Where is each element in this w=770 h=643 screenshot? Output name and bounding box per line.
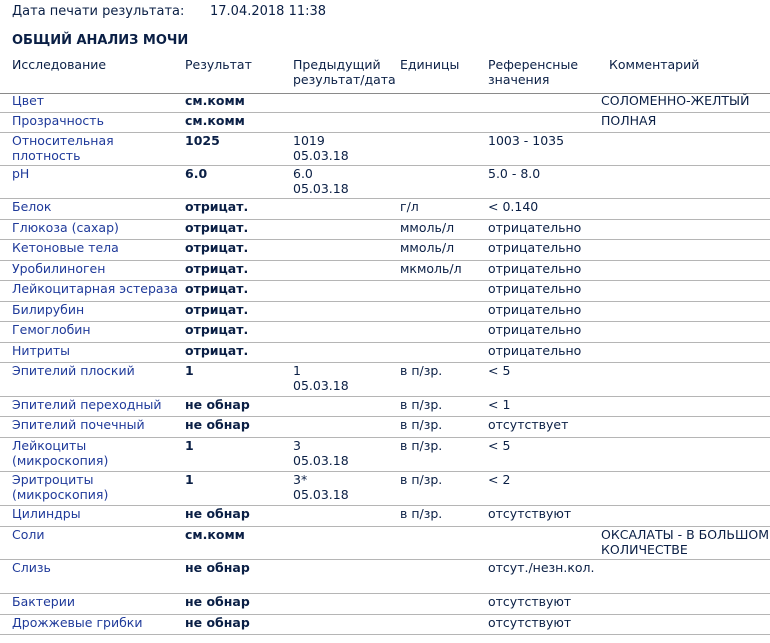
header-reference-line2: значения: [488, 72, 550, 87]
header-previous-line2: результат/дата: [293, 72, 396, 87]
reference-range: отсутствуют: [488, 506, 572, 521]
reference-range: < 1: [488, 397, 511, 412]
reference-range: 1003 - 1035: [488, 133, 565, 148]
table-row: [0, 113, 770, 133]
table-row: [0, 261, 770, 281]
test-units: в п/зр.: [400, 506, 443, 521]
test-units: г/л: [400, 199, 419, 214]
reference-range: отсут./незн.кол.: [488, 560, 595, 575]
previous-date: 05.03.18: [293, 487, 349, 502]
test-result: отрицат.: [185, 240, 249, 255]
test-result: 1: [185, 472, 194, 487]
table-row: [0, 472, 770, 506]
reference-range: отрицательно: [488, 261, 582, 276]
reference-range: < 5: [488, 438, 511, 453]
previous-result: [293, 133, 349, 163]
test-units: в п/зр.: [400, 397, 443, 412]
test-result: не обнар: [185, 560, 250, 575]
test-name: Относительная плотность: [12, 133, 114, 163]
test-result: отрицат.: [185, 322, 249, 337]
reference-range: отрицательно: [488, 322, 582, 337]
test-result: не обнар: [185, 506, 250, 521]
reference-range: отрицательно: [488, 220, 582, 235]
test-name: Нитриты: [12, 343, 71, 358]
test-comment: ПОЛНАЯ: [601, 113, 657, 128]
header-units: Единицы: [400, 57, 460, 72]
test-result: отрицат.: [185, 343, 249, 358]
test-result: не обнар: [185, 594, 250, 609]
reference-range: отрицательно: [488, 343, 582, 358]
test-result: не обнар: [185, 417, 250, 432]
reference-range: отсутствуют: [488, 594, 572, 609]
previous-result: [293, 472, 349, 502]
previous-value: 6.0: [293, 166, 313, 181]
previous-value: 3: [293, 438, 301, 453]
test-units: в п/зр.: [400, 363, 443, 378]
previous-result: [293, 363, 349, 393]
table-row: [0, 302, 770, 322]
reference-range: отрицательно: [488, 302, 582, 317]
test-result: см.комм: [185, 527, 245, 542]
table-row: [0, 560, 770, 594]
table-row: [0, 594, 770, 615]
test-name: Уробилиноген: [12, 261, 106, 276]
table-row: [0, 93, 770, 113]
table-row: [0, 240, 770, 261]
table-row: [0, 527, 770, 560]
test-name: Эпителий переходный: [12, 397, 162, 412]
table-row: [0, 343, 770, 363]
reference-range: отрицательно: [488, 240, 582, 255]
test-units: в п/зр.: [400, 417, 443, 432]
test-name: Цвет: [12, 93, 45, 108]
previous-result: [293, 438, 349, 468]
previous-value: 3*: [293, 472, 308, 487]
reference-range: отсутствуют: [488, 615, 572, 630]
test-result: отрицат.: [185, 261, 249, 276]
table-row: [0, 281, 770, 302]
reference-range: отсутствует: [488, 417, 569, 432]
table-row: [0, 166, 770, 199]
test-name: pH: [12, 166, 30, 181]
test-name: Билирубин: [12, 302, 85, 317]
test-name: Бактерии: [12, 594, 75, 609]
table-header: [0, 57, 770, 94]
table-row: [0, 438, 770, 472]
test-result: отрицат.: [185, 302, 249, 317]
previous-result: [293, 166, 349, 196]
test-result: отрицат.: [185, 281, 249, 296]
test-units: ммоль/л: [400, 240, 455, 255]
report-title: ОБЩИЙ АНАЛИЗ МОЧИ: [12, 33, 189, 48]
table-row: [0, 615, 770, 635]
table-row: [0, 506, 770, 527]
test-name: Глюкоза (сахар): [12, 220, 119, 235]
reference-range: < 5: [488, 363, 511, 378]
test-comment: ОКСАЛАТЫ - В БОЛЬШОМ КОЛИЧЕСТВЕ: [601, 527, 769, 557]
test-name: Эпителий почечный: [12, 417, 145, 432]
test-name: Цилиндры: [12, 506, 81, 521]
previous-date: 05.03.18: [293, 378, 349, 393]
reference-range: отрицательно: [488, 281, 582, 296]
header-test: Исследование: [12, 57, 107, 72]
header-comment: Комментарий: [609, 57, 700, 72]
test-result: 6.0: [185, 166, 208, 181]
print-date-label: Дата печати результата:: [12, 4, 185, 19]
header-result: Результат: [185, 57, 252, 72]
test-comment: СОЛОМЕННО-ЖЕЛТЫЙ: [601, 93, 750, 108]
test-units: в п/зр.: [400, 472, 443, 487]
reference-range: < 0.140: [488, 199, 539, 214]
table-row: [0, 220, 770, 240]
previous-date: 05.03.18: [293, 453, 349, 468]
test-name: Гемоглобин: [12, 322, 91, 337]
print-date-value: 17.04.2018 11:38: [210, 4, 327, 19]
table-row: [0, 199, 770, 220]
test-name: Лейкоциты (микроскопия): [12, 438, 109, 468]
test-name: Соли: [12, 527, 45, 542]
previous-value: 1019: [293, 133, 325, 148]
table-row: [0, 133, 770, 166]
reference-range: 5.0 - 8.0: [488, 166, 541, 181]
test-name: Эпителий плоский: [12, 363, 135, 378]
header-previous-line1: Предыдущий: [293, 57, 381, 72]
test-name: Прозрачность: [12, 113, 104, 128]
header-previous: [293, 57, 396, 87]
table-row: [0, 322, 770, 343]
table-row: [0, 363, 770, 397]
test-name: Слизь: [12, 560, 51, 575]
previous-date: 05.03.18: [293, 181, 349, 196]
header-reference-line1: Референсные: [488, 57, 579, 72]
header-reference: [488, 57, 578, 87]
test-result: не обнар: [185, 615, 250, 630]
test-name: Дрожжевые грибки: [12, 615, 143, 630]
test-result: см.комм: [185, 93, 245, 108]
test-result: отрицат.: [185, 199, 249, 214]
test-name: Белок: [12, 199, 52, 214]
test-result: не обнар: [185, 397, 250, 412]
test-result: 1: [185, 438, 194, 453]
previous-date: 05.03.18: [293, 148, 349, 163]
reference-range: < 2: [488, 472, 511, 487]
test-name: Эритроциты (микроскопия): [12, 472, 109, 502]
test-units: мкмоль/л: [400, 261, 462, 276]
test-result: 1: [185, 363, 194, 378]
test-units: в п/зр.: [400, 438, 443, 453]
table-row: [0, 417, 770, 438]
test-name: Лейкоцитарная эстераза: [12, 281, 178, 296]
test-units: ммоль/л: [400, 220, 455, 235]
test-result: см.комм: [185, 113, 245, 128]
table-row: [0, 397, 770, 417]
test-result: отрицат.: [185, 220, 249, 235]
test-name: Кетоновые тела: [12, 240, 119, 255]
previous-value: 1: [293, 363, 301, 378]
test-result: 1025: [185, 133, 220, 148]
